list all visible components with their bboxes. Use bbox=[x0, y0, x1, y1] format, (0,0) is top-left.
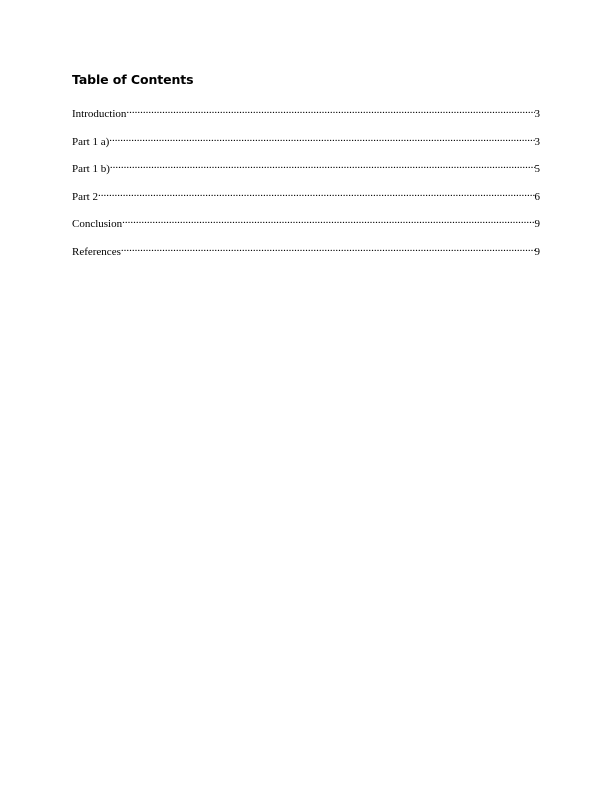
table-of-contents bbox=[72, 71, 540, 269]
toc-entry-label: References bbox=[72, 245, 121, 258]
toc-entry-label: Part 1 a) bbox=[72, 135, 110, 148]
toc-entry-label: Part 2 bbox=[72, 190, 98, 203]
toc-entry-references[interactable] bbox=[72, 241, 540, 269]
toc-entry-introduction[interactable] bbox=[72, 103, 540, 131]
toc-entry-label: Part 1 b) bbox=[72, 163, 110, 176]
toc-dot-leader bbox=[122, 213, 534, 227]
toc-dot-leader bbox=[98, 186, 535, 200]
toc-entry-conclusion[interactable] bbox=[72, 213, 540, 241]
toc-list bbox=[72, 103, 540, 269]
toc-entry-part-1a[interactable] bbox=[72, 131, 540, 159]
toc-dot-leader bbox=[121, 241, 535, 255]
toc-entry-page: 9 bbox=[534, 218, 540, 231]
toc-entry-page: 3 bbox=[534, 108, 540, 120]
toc-entry-page: 5 bbox=[534, 163, 540, 176]
toc-entry-label: Introduction bbox=[72, 108, 127, 120]
toc-entry-label: Conclusion bbox=[72, 218, 123, 231]
toc-entry-page: 9 bbox=[534, 245, 540, 258]
toc-entry-page: 6 bbox=[534, 190, 540, 203]
toc-dot-leader bbox=[126, 103, 534, 117]
toc-dot-leader bbox=[109, 131, 534, 145]
toc-dot-leader bbox=[110, 158, 535, 172]
toc-title: Table of Contents bbox=[72, 72, 194, 87]
toc-entry-part-1b[interactable] bbox=[72, 158, 540, 186]
toc-entry-page: 3 bbox=[534, 135, 540, 148]
toc-entry-part-2[interactable] bbox=[72, 186, 540, 214]
